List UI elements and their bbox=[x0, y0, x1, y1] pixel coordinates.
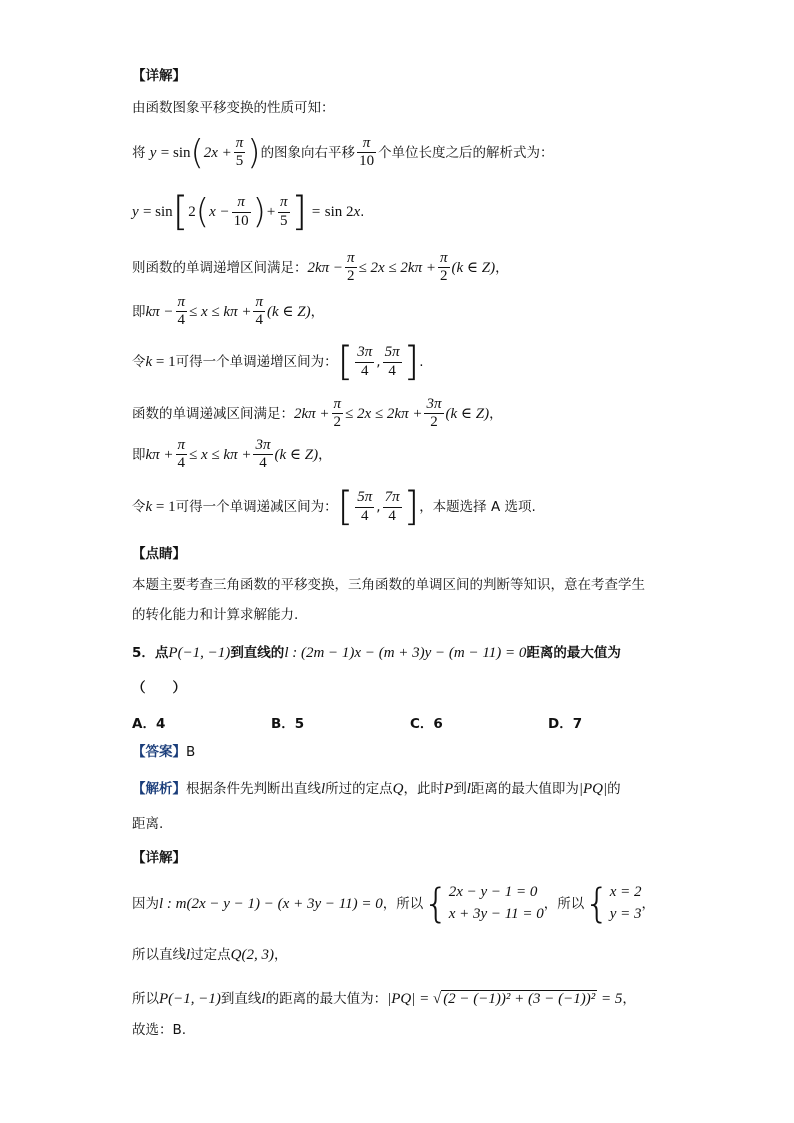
answer-line bbox=[132, 744, 195, 760]
comment-line-2: 的转化能力和计算求解能力. bbox=[132, 607, 299, 623]
option-a: A．4 bbox=[132, 716, 166, 732]
answer-label: 【答案】 bbox=[132, 744, 186, 760]
comment-heading: 【点睛】 bbox=[132, 546, 186, 562]
decreasing-interval: 令k = 1可得一个单调递减区间为：[ $\frac{5\pi}{4}$ , $\frac{7\pi}{4}$ ]，本题选择 A 选项. bbox=[132, 484, 536, 530]
analysis-line: 【解析】根据条件先判断出直线l所过的定点Q，此时P到l距离的最大值即为|PQ|的 bbox=[132, 781, 621, 797]
shifted-formula: y = sin[2(x − $\frac{\pi}{10}$ )+ $\frac{\pi}{5}$ ] = sin 2x. bbox=[132, 189, 365, 235]
decreasing-solution: 即kπ + $\frac{\pi}{4}$ ≤ x ≤ kπ + $\frac{3\pi}{4}$ (k ∈ Z)， bbox=[132, 437, 332, 472]
question-5-stem: 5．点P(−1, −1)到直线的l : (2m − 1)x − (m + 3)y − (m − 11) = 0距离的最大值为 bbox=[132, 645, 621, 661]
translate-statement: 将 y = sin(2x + $\frac{\pi}{5}$ )的图象向右平移 $\frac{\pi}{10}$ 个单位长度之后的解析式为： bbox=[132, 132, 554, 173]
detail-heading-q5: 【详解】 bbox=[132, 850, 186, 866]
final-choice: 故选：B. bbox=[132, 1022, 187, 1038]
analysis-line-2: 距离. bbox=[132, 816, 164, 832]
increasing-interval: 令k = 1可得一个单调递增区间为：[ $\frac{3\pi}{4}$ , $\frac{5\pi}{4}$ ]. bbox=[132, 339, 424, 385]
detail-heading: 【详解】 bbox=[132, 68, 186, 84]
intro-text: 由函数图象平移变换的性质可知： bbox=[132, 100, 335, 116]
increasing-solution: 即kπ − $\frac{\pi}{4}$ ≤ x ≤ kπ + $\frac{\pi}{4}$ (k ∈ Z)， bbox=[132, 294, 325, 329]
increasing-condition: 则函数的单调递增区间满足：2kπ − $\frac{\pi}{2}$ ≤ 2x ≤ 2kπ + $\frac{\pi}{2}$ (k ∈ Z)， bbox=[132, 250, 509, 285]
max-distance-line: 所以P(−1, −1)到直线l的距离的最大值为：|PQ| = √ (2 − (−1))² + (3 − (−1))² = 5， bbox=[132, 991, 636, 1007]
fixed-point-line: 所以直线l过定点Q(2, 3)， bbox=[132, 947, 288, 963]
option-d: D．7 bbox=[548, 716, 583, 732]
option-c: C．6 bbox=[410, 716, 443, 732]
comment-line-1: 本题主要考查三角函数的平移变换，三角函数的单调区间的判断等知识，意在考查学生 bbox=[132, 577, 645, 593]
system-equations: 因为l : m(2x − y − 1) − (x + 3y − 11) = 0，所以{ 2x − y − 1 = 0 x + 3y − 11 = 0 ，所以{ x = 2 y = 3 ， bbox=[132, 880, 655, 927]
option-b: B．5 bbox=[271, 716, 305, 732]
answer-value: B bbox=[186, 744, 196, 760]
question-5-paren: （ ） bbox=[132, 680, 186, 696]
decreasing-condition: 函数的单调递减区间满足：2kπ + $\frac{\pi}{2}$ ≤ 2x ≤ 2kπ + $\frac{3\pi}{2}$ (k ∈ Z)， bbox=[132, 396, 503, 431]
